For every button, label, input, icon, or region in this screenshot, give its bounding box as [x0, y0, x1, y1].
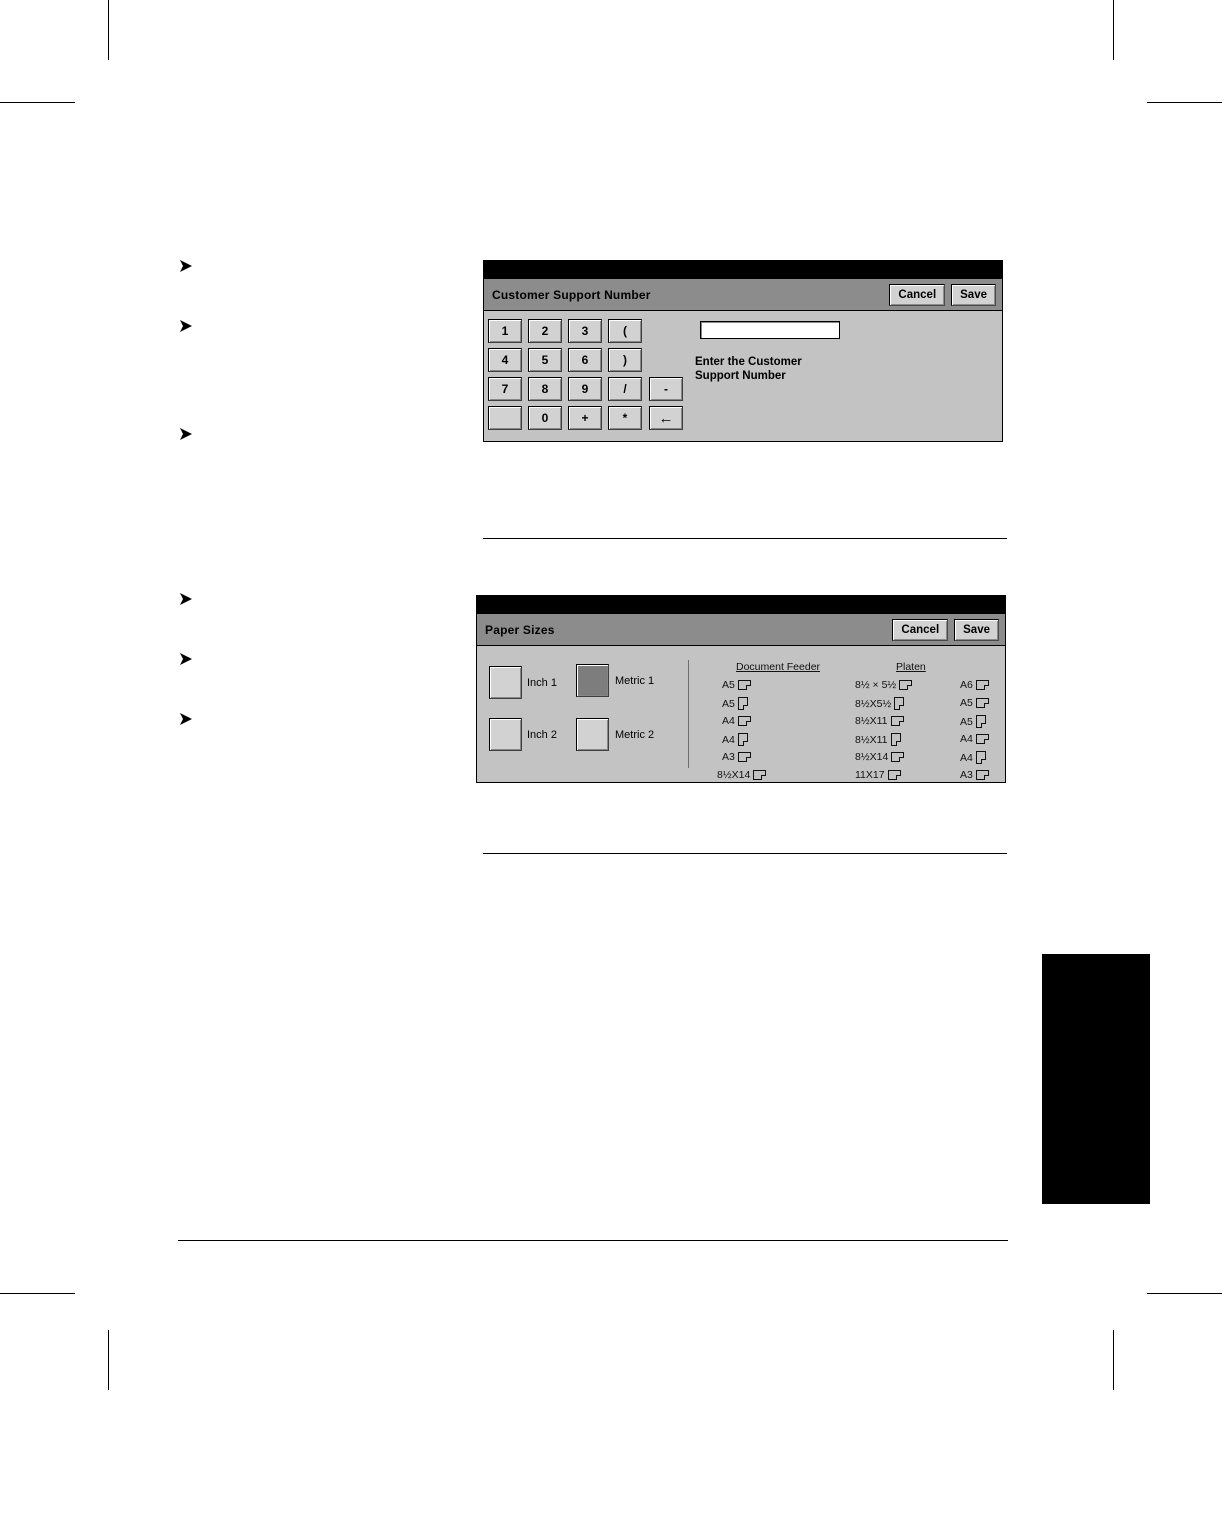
- platen-size-label: 8½X14: [855, 751, 889, 763]
- arrow-bullet-icon: [178, 426, 194, 444]
- key-plus[interactable]: +: [568, 406, 602, 430]
- platen-size-label: 8½X11: [855, 715, 888, 727]
- titlebar-button-group: [892, 619, 999, 641]
- feeder-size-label: A5: [722, 679, 735, 691]
- key-asterisk[interactable]: *: [608, 406, 642, 430]
- platen-size-label: A5: [960, 697, 973, 709]
- sheet-portrait-icon: [976, 715, 986, 728]
- key-paren-open[interactable]: (: [608, 319, 642, 343]
- crop-mark-right-top: [1113, 0, 1114, 60]
- platen-size-label: A4: [960, 733, 973, 745]
- column-header-document-feeder: Document Feeder: [736, 661, 821, 673]
- platen-size-label: 8½X11: [855, 733, 888, 746]
- key-9[interactable]: 9: [568, 377, 602, 401]
- option-inch-2-label: Inch 2: [527, 729, 557, 741]
- panel-top-black-bar: [477, 596, 1005, 614]
- key-4[interactable]: 4: [488, 348, 522, 372]
- key-paren-close[interactable]: ): [608, 348, 642, 372]
- panel-titlebar: [484, 279, 1002, 311]
- footer-divider: [178, 1240, 1008, 1241]
- sheet-landscape-icon: [976, 698, 989, 708]
- table-row: [722, 733, 748, 746]
- sheet-portrait-icon: [976, 751, 986, 764]
- table-row: [855, 679, 912, 691]
- sheet-landscape-icon: [738, 680, 751, 690]
- crop-mark-bottom-right: [1147, 1293, 1222, 1294]
- option-inch-2-button[interactable]: [489, 718, 522, 751]
- instruction-line-2: Support Number: [695, 370, 786, 382]
- sheet-landscape-icon: [738, 716, 751, 726]
- keypad-body: [484, 311, 1002, 427]
- table-row: [855, 733, 901, 746]
- vertical-divider: [688, 660, 689, 768]
- page-title: Customer Support Number: [492, 287, 651, 302]
- table-row: [722, 679, 751, 691]
- option-inch-1-label: Inch 1: [527, 677, 557, 689]
- save-button[interactable]: Save: [954, 619, 999, 641]
- section-divider-2: [483, 853, 1007, 854]
- platen-size-label: A4: [960, 751, 973, 764]
- platen-size-label: A6: [960, 679, 973, 691]
- titlebar-button-group: [889, 284, 996, 306]
- save-button[interactable]: Save: [951, 284, 996, 306]
- key-0[interactable]: 0: [528, 406, 562, 430]
- table-row: [960, 679, 989, 691]
- sheet-portrait-icon: [894, 697, 904, 710]
- option-metric-2-button[interactable]: [576, 718, 609, 751]
- feeder-size-label: A3: [722, 751, 735, 763]
- table-row: [960, 697, 989, 709]
- customer-support-number-input[interactable]: [700, 321, 840, 339]
- sheet-landscape-icon: [976, 680, 989, 690]
- sheet-landscape-icon: [753, 770, 766, 780]
- arrow-bullet-icon: [178, 651, 194, 669]
- instruction-text: [695, 355, 865, 383]
- platen-size-label: A3: [960, 769, 973, 781]
- customer-support-number-panel: [483, 260, 1003, 442]
- key-backspace[interactable]: ←: [649, 406, 683, 430]
- sheet-landscape-icon: [891, 752, 904, 762]
- section-divider-1: [483, 538, 1007, 539]
- feeder-size-label: 8½X14: [717, 769, 751, 781]
- table-row: [722, 697, 748, 710]
- key-blank[interactable]: [488, 406, 522, 430]
- key-slash[interactable]: /: [608, 377, 642, 401]
- platen-size-label: 8½X5½: [855, 697, 892, 710]
- paper-sizes-body: [477, 646, 1005, 781]
- page-title: Paper Sizes: [485, 622, 555, 637]
- key-1[interactable]: 1: [488, 319, 522, 343]
- platen-size-label: 11X17: [855, 769, 885, 781]
- sheet-portrait-icon: [738, 733, 748, 746]
- option-metric-2-label: Metric 2: [615, 729, 655, 741]
- key-2[interactable]: 2: [528, 319, 562, 343]
- cancel-button[interactable]: Cancel: [889, 284, 945, 306]
- platen-size-label: A5: [960, 715, 973, 728]
- table-row: [855, 769, 901, 781]
- table-row: [960, 751, 986, 764]
- crop-mark-left-bottom: [108, 1330, 109, 1390]
- key-7[interactable]: 7: [488, 377, 522, 401]
- paper-sizes-panel: [476, 595, 1006, 783]
- arrow-bullet-icon: [178, 591, 194, 609]
- panel-top-black-bar: [484, 261, 1002, 279]
- sheet-landscape-icon: [888, 770, 901, 780]
- option-metric-1-label: Metric 1: [615, 675, 655, 687]
- instruction-line-1: Enter the Customer: [695, 356, 802, 368]
- table-row: [960, 769, 989, 781]
- table-row: [855, 751, 904, 763]
- sheet-landscape-icon: [738, 752, 751, 762]
- option-metric-1-button[interactable]: [576, 664, 609, 697]
- sheet-landscape-icon: [976, 770, 989, 780]
- platen-size-label: 8½ × 5½: [855, 679, 897, 691]
- table-row: [722, 751, 751, 763]
- arrow-bullet-icon: [178, 258, 194, 276]
- key-5[interactable]: 5: [528, 348, 562, 372]
- sheet-landscape-icon: [891, 716, 904, 726]
- cancel-button[interactable]: Cancel: [892, 619, 948, 641]
- crop-mark-right-bottom: [1113, 1330, 1114, 1390]
- sheet-portrait-icon: [891, 733, 901, 746]
- page-thumb-tab: [1042, 954, 1150, 1204]
- feeder-size-label: A5: [722, 697, 735, 710]
- crop-mark-left-top: [108, 0, 109, 60]
- table-row: [960, 733, 989, 745]
- panel-titlebar: [477, 614, 1005, 646]
- sheet-portrait-icon: [738, 697, 748, 710]
- feeder-size-label: A4: [722, 715, 735, 727]
- option-inch-1-button[interactable]: [489, 666, 522, 699]
- arrow-bullet-icon: [178, 711, 194, 729]
- table-row: [855, 697, 904, 710]
- crop-mark-top-right: [1147, 102, 1222, 103]
- sheet-landscape-icon: [899, 680, 912, 690]
- table-row: [722, 715, 751, 727]
- table-row: [855, 715, 904, 727]
- sheet-landscape-icon: [976, 734, 989, 744]
- table-row: [960, 715, 986, 728]
- key-6[interactable]: 6: [568, 348, 602, 372]
- key-3[interactable]: 3: [568, 319, 602, 343]
- column-header-platen: Platen: [896, 661, 926, 673]
- feeder-size-label: A4: [722, 733, 735, 746]
- crop-mark-top-left: [0, 102, 75, 103]
- crop-mark-bottom-left: [0, 1293, 75, 1294]
- key-8[interactable]: 8: [528, 377, 562, 401]
- table-row: [717, 769, 766, 781]
- arrow-bullet-icon: [178, 318, 194, 336]
- key-hyphen[interactable]: -: [649, 377, 683, 401]
